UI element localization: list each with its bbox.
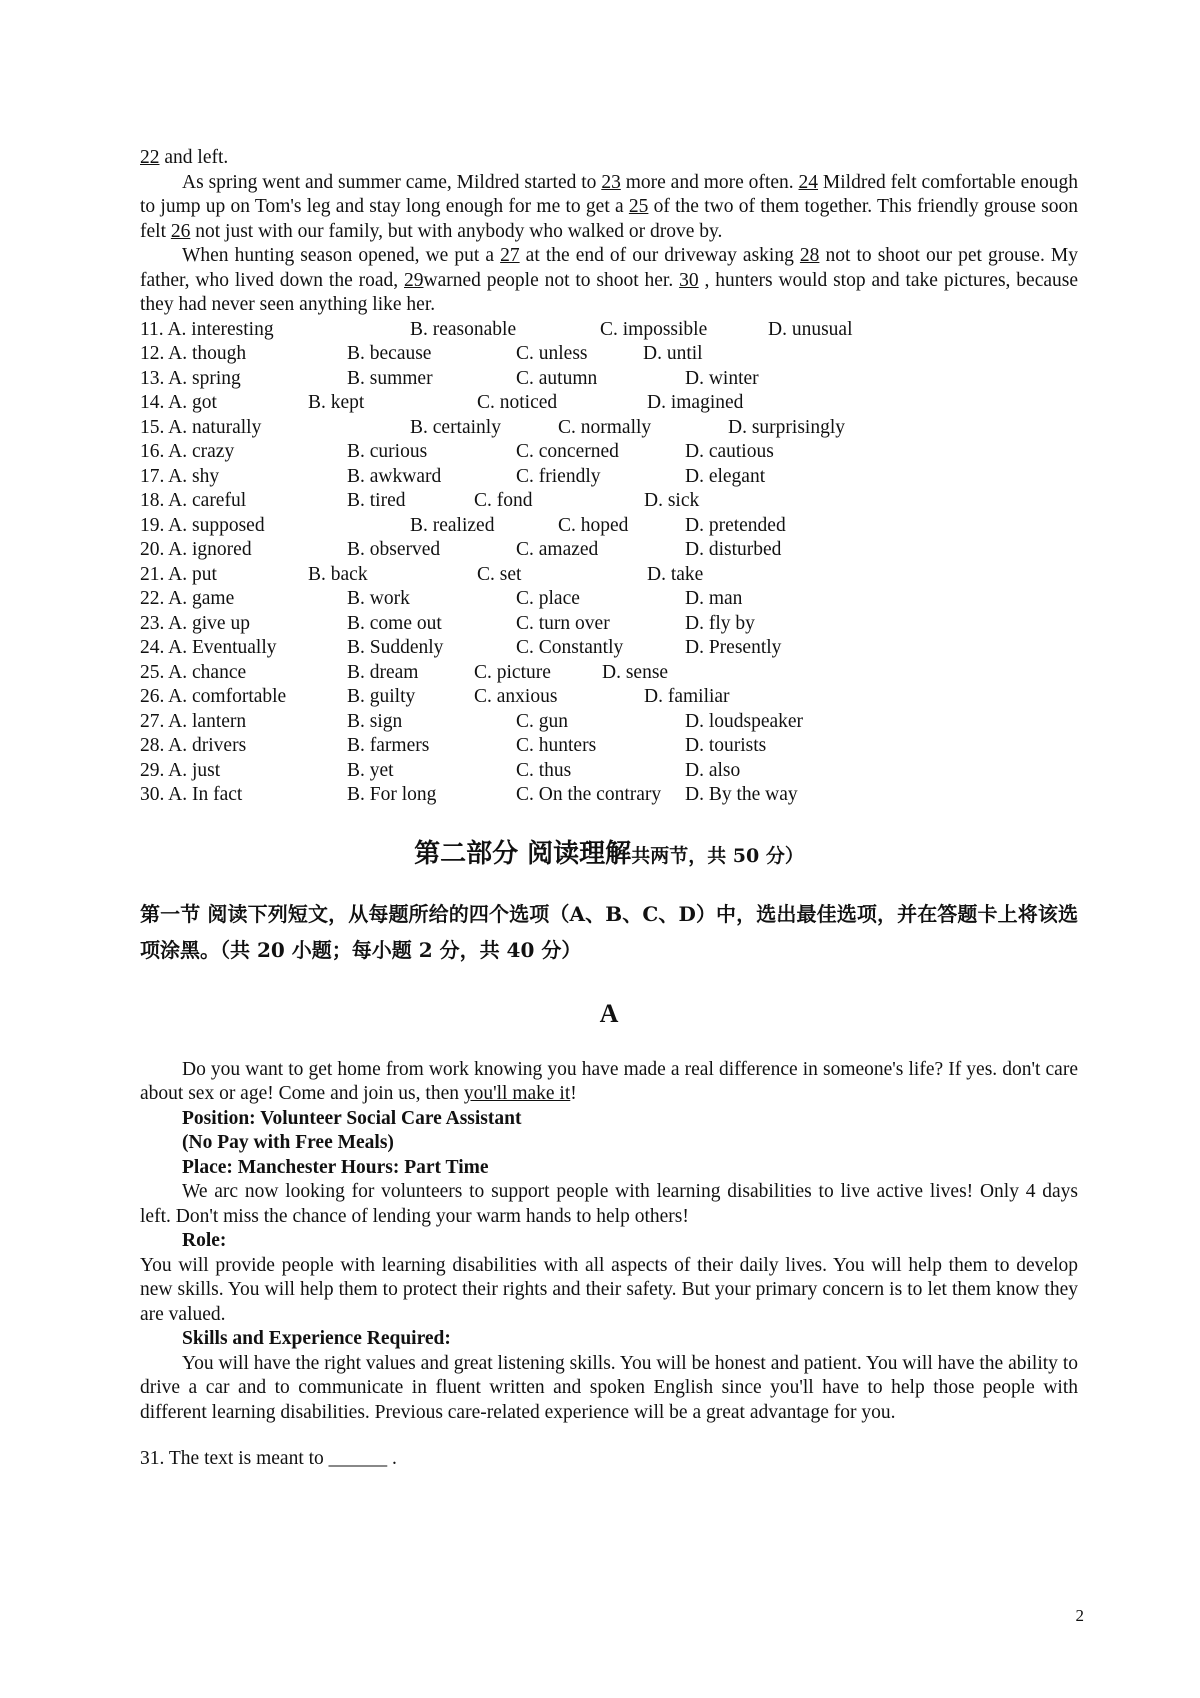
blank-30: 30 (679, 269, 699, 291)
blank-27: 27 (500, 245, 520, 266)
skills-heading: Skills and Experience Required: (182, 1328, 451, 1349)
option-row-28: 28. A. drivers B. farmers C. hunters D. tourists (140, 735, 767, 756)
cloze-line-22: 22 and left. (140, 147, 229, 168)
option-row-19: 19. A. supposed B. realized C. hoped D. pretended (140, 514, 786, 536)
role-paragraph: You will provide people with learning disabilities with all aspects of their daily lives. You will help them to develop new skills. You will help them to protect their rights and their safety. But your primary concern is to let them know they are valued. (140, 1254, 1078, 1325)
blank-24: 24 (798, 171, 819, 193)
option-row-15: 15. A. naturally B. certainly C. normally D. surprisingly (140, 416, 845, 438)
place-line: Place: Manchester Hours: Part Time (182, 1156, 489, 1178)
cloze-paragraph-2: As spring went and summer came, Mildred started to 23 more and more often. 24 Mildred felt comfortable enough to jump up on Tom's leg and stay long enough for me to get a 25 of the two of them together. This friendly grouse soon felt 26 not just with our family, but with anybody who walked or drove by. (140, 171, 1079, 242)
blank-22: 22 (140, 147, 160, 168)
skills-paragraph: You will have the right values and great listening skills. You will be honest and patient. You will have the ability to drive a car and to communicate in fluent written and spoken English since you'll have to help those people with different learning disabilities. Previous care-related experience will be a great advantage for you. (140, 1352, 1078, 1423)
page-number: 2 (1075, 1606, 1084, 1625)
blank-29: 29 (404, 269, 424, 291)
position-line: Position: Volunteer Social Care Assistant (182, 1107, 522, 1129)
option-row-17: 17. A. shy B. awkward C. friendly D. elegant (140, 465, 766, 487)
passage-a (140, 1058, 1078, 1426)
option-row-18: 18. A. careful B. tired C. fond D. sick (140, 490, 700, 511)
option-row-13: 13. A. spring B. summer C. autumn D. winter (140, 367, 759, 389)
page-content (140, 146, 1078, 1472)
passage-intro: Do you want to get home from work knowing you have made a real difference in someone's life? If yes. don't care about sex or age! Come and join us, then you'll make it! (140, 1058, 1078, 1104)
cloze-paragraph-3: When hunting season opened, we put a 27 at the end of our driveway asking 28 not to shoot our pet grouse. My father, who lived down the road, 29warned people not to shoot her. 30 , hunters would stop and take pictures, because they had never seen anything like her. (140, 245, 1078, 315)
options-list (140, 318, 1078, 808)
pay-line: (No Pay with Free Meals) (182, 1132, 394, 1153)
question-31: 31. The text is meant to ______ . (140, 1448, 397, 1469)
option-row-14: 14. A. got B. kept C. noticed D. imagined (140, 392, 744, 413)
option-row-16: 16. A. crazy B. curious C. concerned D. cautious (140, 441, 774, 462)
option-row-12: 12. A. though B. because C. unless D. until (140, 343, 703, 364)
option-row-29: 29. A. just B. yet C. thus D. also (140, 759, 741, 781)
blank-28: 28 (799, 245, 820, 266)
passage-paragraph-1: We arc now looking for volunteers to support people with learning disabilities to live active lives! Only 4 days left. Don't miss the chance of lending your warm hands to help others! (140, 1181, 1078, 1227)
blank-26: 26 (170, 220, 191, 242)
blank-23: 23 (601, 171, 621, 193)
option-row-22: 22. A. game B. work C. place D. man (140, 588, 743, 609)
blank-25: 25 (628, 196, 649, 217)
option-row-20: 20. A. ignored B. observed C. amazed D. disturbed (140, 539, 782, 560)
option-row-25: 25. A. chance B. dream C. picture D. sense (140, 661, 669, 683)
part-two-heading: 第二部分 阅读理解共两节，共 50 分） (414, 838, 804, 869)
option-row-26: 26. A. comfortable B. guilty C. anxious D. familiar (140, 686, 730, 707)
option-row-11: 11. A. interesting B. reasonable C. impossible D. unusual (140, 318, 853, 340)
passage-letter: A (599, 998, 619, 1028)
option-row-23: 23. A. give up B. come out C. turn over D. fly by (140, 612, 755, 634)
section-one-instruction: 第一节 阅读下列短文，从每题所给的四个选项（A、B、C、D）中，选出最佳选项，并在答题卡上将该选项涂黑。（共 20 小题；每小题 2 分，共 40 分） (140, 901, 1078, 962)
option-row-27: 27. A. lantern B. sign C. gun D. loudspeaker (140, 710, 804, 732)
option-row-30: 30. A. In fact B. For long C. On the contrary D. By the way (140, 784, 798, 805)
role-heading: Role: (182, 1230, 227, 1251)
option-row-21: 21. A. put B. back C. set D. take (140, 563, 704, 585)
option-row-24: 24. A. Eventually B. Suddenly C. Constantly D. Presently (140, 637, 782, 658)
